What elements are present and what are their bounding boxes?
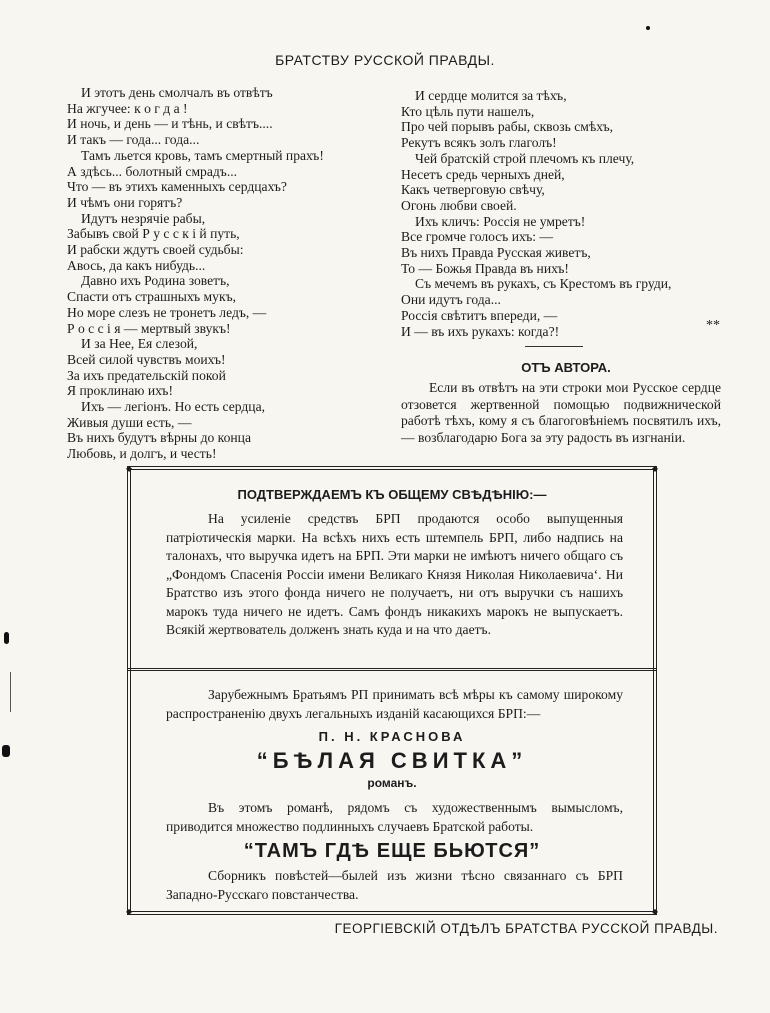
poem-line: Тамъ льется кровь, тамъ смертный прахъ! (81, 147, 324, 163)
poem-line: Р о с с і я — мертвый звукъ! (67, 320, 231, 336)
poem-line: Ихъ кличъ: Россія не умретъ! (415, 213, 586, 229)
asterism: ** (706, 318, 720, 333)
frame-divider (127, 668, 657, 674)
poem-line: Что — въ этихъ каменныхъ сердцахъ? (67, 179, 287, 195)
poem-line: И такъ — года... года... (67, 132, 200, 148)
publications-intro: Зарубежнымъ Братьямъ РП принимать всѣ мѣры къ самому широкому распространенію двухъ легальныхъ изданій касающихся БРП:— (166, 687, 623, 721)
notice-title: ПОДТВЕРЖДАЕМЪ КЪ ОБЩЕМУ СВѢДѢНІЮ:— (237, 487, 547, 502)
divider-rule (525, 346, 583, 347)
poem-line: И рабски ждутъ своей судьбы: (67, 242, 244, 258)
scan-speck (4, 632, 9, 644)
book-author: П. Н. КРАСНОВА (318, 729, 466, 744)
poem-line: Рекутъ всякъ золъ глаголъ! (401, 135, 557, 151)
poem-line: За ихъ предательскій покой (67, 367, 226, 383)
footer-signature: ГЕОРГІЕВСКІЙ ОТДѢЛЪ БРАТСТВА РУССКОЙ ПРАВДЫ. (334, 921, 718, 936)
poem-line: Въ нихъ Правда Русская живетъ, (401, 245, 591, 261)
poem-line: Но море слезъ не тронетъ ледъ, — (67, 304, 267, 320)
book-description: Сборникъ повѣстей—былей изъ жизни тѣсно связаннаго съ БРП Западно-Русскаго повстанчества. (166, 868, 623, 902)
frame-corner-ornament: ◆ (126, 907, 133, 916)
poem-line: Ихъ — легіонъ. Но есть сердца, (81, 399, 266, 415)
poem-line: А здѣсь... болотный смрадъ... (67, 163, 238, 179)
frame-corner-ornament: ◆ (126, 464, 133, 473)
poem-line: Любовь, и долгъ, и честь! (67, 446, 217, 462)
poem-line: Давно ихъ Родина зоветъ, (81, 273, 230, 289)
poem-line: Въ нихъ будутъ вѣрны до конца (67, 430, 251, 446)
scan-speck (2, 745, 10, 757)
poem-line: Россія свѣтитъ впереди, — (401, 307, 558, 323)
frame-corner-ornament: ◆ (651, 464, 658, 473)
poem-line: Огонь любви своей. (401, 197, 517, 213)
poem-line: Кто цѣль пути нашелъ, (401, 103, 535, 119)
poem-line: Забывъ свой Р у с с к і й путь, (67, 226, 240, 242)
poem-line: Про чей порывъ рабы, сквозь смѣхъ, (401, 119, 613, 135)
scan-speck (10, 672, 11, 712)
poem-line: Всей силой чувствъ моихъ! (67, 351, 226, 367)
poem-line: То — Божья Правда въ нихъ! (401, 260, 569, 276)
page-title: БРАТСТВУ РУССКОЙ ПРАВДЫ. (275, 52, 495, 68)
author-note-title: ОТЪ АВТОРА. (521, 360, 611, 375)
author-note-text: Если въ отвѣтъ на эти строки мои Русское сердце отзовется жертвенной помощью подвижнической работѣ тѣхъ, кому я съ благоговѣніемъ посвятилъ ихъ, — возблагодарю Бога за эту радость въ изгнаніи. (401, 380, 721, 445)
book-title-white-svitka: “БѢЛАЯ СВИТКА” (256, 748, 528, 773)
frame-corner-ornament: ◆ (651, 907, 658, 916)
poem-line: На жгучее: к о г д а ! (67, 100, 188, 116)
poem-line: Они идутъ года... (401, 292, 501, 308)
poem-line: Какъ четверговую свѣчу, (401, 182, 545, 198)
poem-line: Авось, да какъ нибудь... (67, 257, 206, 273)
poem-line: Несетъ средь черныхъ дней, (401, 166, 565, 182)
poem-line: Я проклинаю ихъ! (67, 383, 173, 399)
poem-line: Спасти отъ страшныхъ мукъ, (67, 289, 236, 305)
poem-line: И этотъ день смолчалъ въ отвѣтъ (81, 85, 273, 100)
poem-line: И — въ ихъ рукахъ: когда?! (401, 323, 560, 339)
poem-line: И ночь, и день — и тѣнь, и свѣтъ.... (67, 116, 273, 132)
poem-line: Съ мечемъ въ рукахъ, съ Крестомъ въ груди, (415, 276, 672, 292)
poem-right-column (401, 88, 731, 339)
poem-line: И за Нее, Ея слезой, (81, 336, 198, 352)
poem-line: Все громче голосъ ихъ: — (401, 229, 554, 245)
book-genre: романъ. (367, 776, 417, 790)
scan-speck (646, 26, 650, 30)
poem-line: И сердце молится за тѣхъ, (415, 88, 567, 103)
poem-line: Живыя души есть, — (67, 414, 192, 430)
poem-line: И чѣмъ они горятъ? (67, 194, 183, 210)
book-title-where-still-fighting: “ТАМЪ ГДѢ ЕЩЕ БЬЮТСЯ” (243, 840, 541, 862)
poem-left-column (67, 85, 367, 462)
poem-line: Чей братскій строй плечомъ къ плечу, (415, 150, 635, 166)
notice-text: На усиленіе средствъ БРП продаются особо выпущенныя патріотическія марки. На всѣхъ нихъ есть штемпель БРП, либо надпись на талонахъ, что выручка идетъ на БРП. Эти марки не имѣютъ ничего общаго съ „Фондомъ Спасенія Россіи имени Великаго Князя Николая Николаевича‘. Ни Братство изъ этого фонда ничего не получаетъ, ни отъ выручки съ нашихъ марокъ туда ничего не идетъ. Самъ фондъ никакихъ марокъ не выпускаетъ. Всякій жертвователь долженъ знать куда и на что даетъ. (166, 511, 623, 637)
poem-line: Идутъ незрячіе рабы, (81, 210, 206, 226)
book-description: Въ этомъ романѣ, рядомъ съ художественнымъ вымысломъ, приводится множество подлинныхъ случаевъ Братской работы. (166, 800, 623, 834)
